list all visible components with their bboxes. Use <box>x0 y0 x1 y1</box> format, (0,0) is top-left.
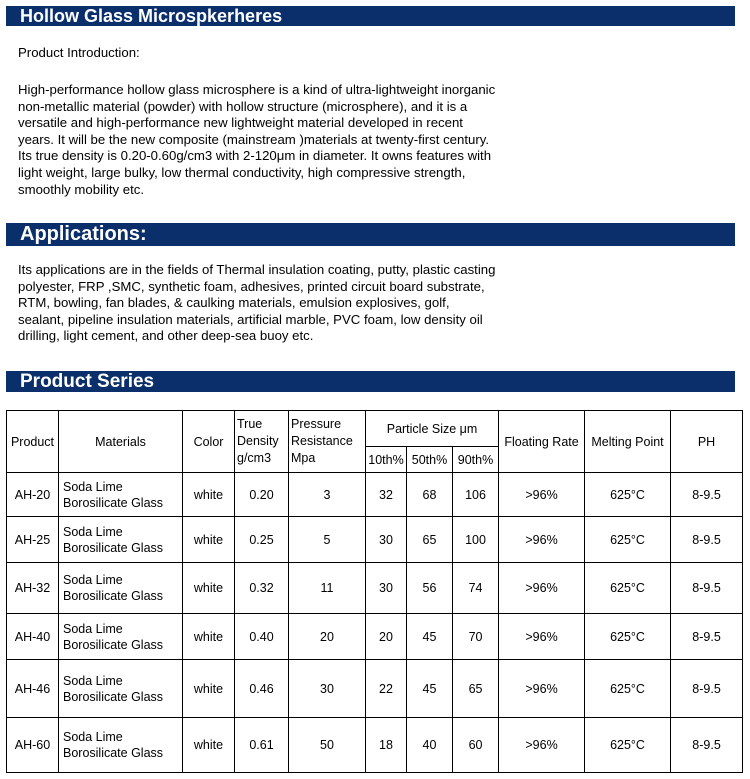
intro-line: non-metallic material (powder) with hollow structure (microsphere), and it is a <box>18 98 468 114</box>
cell-p50: 40 <box>407 718 453 773</box>
material-line: Borosilicate Glass <box>63 589 164 603</box>
cell-floating: >96% <box>499 614 585 660</box>
header-pressure-line: Pressure <box>291 417 342 431</box>
cell-materials <box>59 517 183 563</box>
intro-line: light weight, large bulky, low thermal conductivity, high compressive strength, <box>18 164 466 180</box>
cell-color: white <box>183 614 235 660</box>
cell-ph: 8-9.5 <box>671 718 743 773</box>
cell-ph: 8-9.5 <box>671 660 743 718</box>
material-line: Borosilicate Glass <box>63 495 164 510</box>
cell-floating: >96% <box>499 563 585 614</box>
cell-pressure: 3 <box>289 473 366 517</box>
cell-color: white <box>183 517 235 563</box>
cell-p50: 45 <box>407 660 453 718</box>
cell-materials <box>59 614 183 660</box>
cell-product: AH-60 <box>7 718 59 773</box>
cell-p50: 68 <box>407 473 453 517</box>
cell-melting: 625°C <box>585 614 671 660</box>
cell-p90: 70 <box>453 614 499 660</box>
header-pressure-line: Mpa <box>291 451 316 465</box>
cell-p10: 30 <box>366 563 407 614</box>
applications-line: polyester, FRP ,SMC, synthetic foam, adhesives, printed circuit board substrate, <box>18 278 485 294</box>
intro-line: High-performance hollow glass microsphere is a kind of ultra-lightweight inorganic <box>18 82 496 97</box>
cell-p90: 65 <box>453 660 499 718</box>
material-line: Soda Lime <box>63 621 123 636</box>
cell-ph: 8-9.5 <box>671 563 743 614</box>
intro-line: years. It will be the new composite (mainstream )materials at twenty-first century. <box>18 131 489 147</box>
header-density-line: g/cm3 <box>237 451 272 465</box>
cell-pressure: 11 <box>289 563 366 614</box>
cell-materials <box>59 660 183 718</box>
cell-ph: 8-9.5 <box>671 614 743 660</box>
header-melting-point: Melting Point <box>585 411 671 473</box>
cell-product: AH-25 <box>7 517 59 563</box>
cell-materials <box>59 563 183 614</box>
cell-p10: 22 <box>366 660 407 718</box>
header-particle-size: Particle Size μm <box>366 411 499 447</box>
cell-p90: 106 <box>453 473 499 517</box>
cell-density: 0.46 <box>235 660 289 718</box>
material-line: Soda Lime <box>63 730 123 744</box>
table-row <box>7 517 743 563</box>
cell-product: AH-46 <box>7 660 59 718</box>
cell-density: 0.40 <box>235 614 289 660</box>
table-row <box>7 563 743 614</box>
table-row <box>7 718 743 773</box>
applications-paragraph <box>18 262 578 345</box>
cell-floating: >96% <box>499 473 585 517</box>
cell-pressure: 20 <box>289 614 366 660</box>
cell-pressure: 50 <box>289 718 366 773</box>
table-row <box>7 473 743 517</box>
series-banner <box>6 371 735 392</box>
applications-line: drilling, light cement, and other deep-sea buoy etc. <box>18 328 314 344</box>
cell-floating: >96% <box>499 517 585 563</box>
cell-melting: 625°C <box>585 563 671 614</box>
cell-melting: 625°C <box>585 718 671 773</box>
intro-line: Its true density is 0.20-0.60g/cm3 with 2-120μm in diameter. It owns features with <box>18 148 492 164</box>
cell-p10: 32 <box>366 473 407 517</box>
cell-p90: 60 <box>453 718 499 773</box>
cell-melting: 625°C <box>585 473 671 517</box>
cell-product: AH-20 <box>7 473 59 517</box>
cell-color: white <box>183 660 235 718</box>
cell-materials <box>59 473 183 517</box>
intro-paragraph <box>18 82 578 198</box>
cell-ph: 8-9.5 <box>671 517 743 563</box>
applications-line: sealant, pipeline insulation materials, artificial marble, PVC foam, low density oil <box>18 311 483 327</box>
series-heading: Product Series <box>20 371 155 392</box>
table-row <box>7 660 743 718</box>
material-line: Borosilicate Glass <box>63 540 164 555</box>
applications-heading: Applications: <box>20 223 147 245</box>
cell-p50: 45 <box>407 614 453 660</box>
cell-product: AH-40 <box>7 614 59 660</box>
intro-heading: Product Introduction: <box>18 45 140 60</box>
applications-line: RTM, bowling, fan blades, & caulking materials, emulsion explosives, golf, <box>18 295 450 311</box>
material-line: Borosilicate Glass <box>63 637 164 652</box>
cell-p50: 65 <box>407 517 453 563</box>
cell-density: 0.61 <box>235 718 289 773</box>
material-line: Borosilicate Glass <box>63 689 164 704</box>
table-row <box>7 614 743 660</box>
header-pressure <box>289 411 366 473</box>
cell-materials <box>59 718 183 773</box>
product-series-table <box>6 410 743 773</box>
cell-p10: 20 <box>366 614 407 660</box>
cell-pressure: 30 <box>289 660 366 718</box>
header-product: Product <box>7 411 59 473</box>
cell-floating: >96% <box>499 660 585 718</box>
material-line: Soda Lime <box>63 573 123 587</box>
cell-color: white <box>183 473 235 517</box>
applications-line: Its applications are in the fields of Thermal insulation coating, putty, plastic casting <box>18 262 496 277</box>
cell-density: 0.20 <box>235 473 289 517</box>
header-density-line: Density <box>237 434 279 448</box>
cell-pressure: 5 <box>289 517 366 563</box>
material-line: Borosilicate Glass <box>63 746 164 760</box>
cell-melting: 625°C <box>585 517 671 563</box>
header-p90: 90th% <box>453 447 499 473</box>
cell-p10: 18 <box>366 718 407 773</box>
cell-density: 0.32 <box>235 563 289 614</box>
intro-line: smoothly mobility etc. <box>18 181 145 197</box>
cell-color: white <box>183 718 235 773</box>
header-density <box>235 411 289 473</box>
cell-p50: 56 <box>407 563 453 614</box>
intro-line: versatile and high-performance new lightweight material developed in recent <box>18 115 463 131</box>
header-p50: 50th% <box>407 447 453 473</box>
header-p10: 10th% <box>366 447 407 473</box>
header-materials: Materials <box>59 411 183 473</box>
material-line: Soda Lime <box>63 524 123 539</box>
material-line: Soda Lime <box>63 673 123 688</box>
cell-melting: 625°C <box>585 660 671 718</box>
cell-floating: >96% <box>499 718 585 773</box>
page-title: Hollow Glass Microspkerheres <box>20 6 283 26</box>
title-banner <box>6 6 735 26</box>
header-density-line: True <box>237 417 263 431</box>
cell-product: AH-32 <box>7 563 59 614</box>
cell-color: white <box>183 563 235 614</box>
header-ph: PH <box>671 411 743 473</box>
cell-p90: 74 <box>453 563 499 614</box>
applications-banner <box>6 223 735 246</box>
cell-p90: 100 <box>453 517 499 563</box>
cell-ph: 8-9.5 <box>671 473 743 517</box>
cell-density: 0.25 <box>235 517 289 563</box>
material-line: Soda Lime <box>63 479 123 494</box>
cell-p10: 30 <box>366 517 407 563</box>
header-color: Color <box>183 411 235 473</box>
header-floating-rate: Floating Rate <box>499 411 585 473</box>
header-pressure-line: Resistance <box>291 434 353 448</box>
